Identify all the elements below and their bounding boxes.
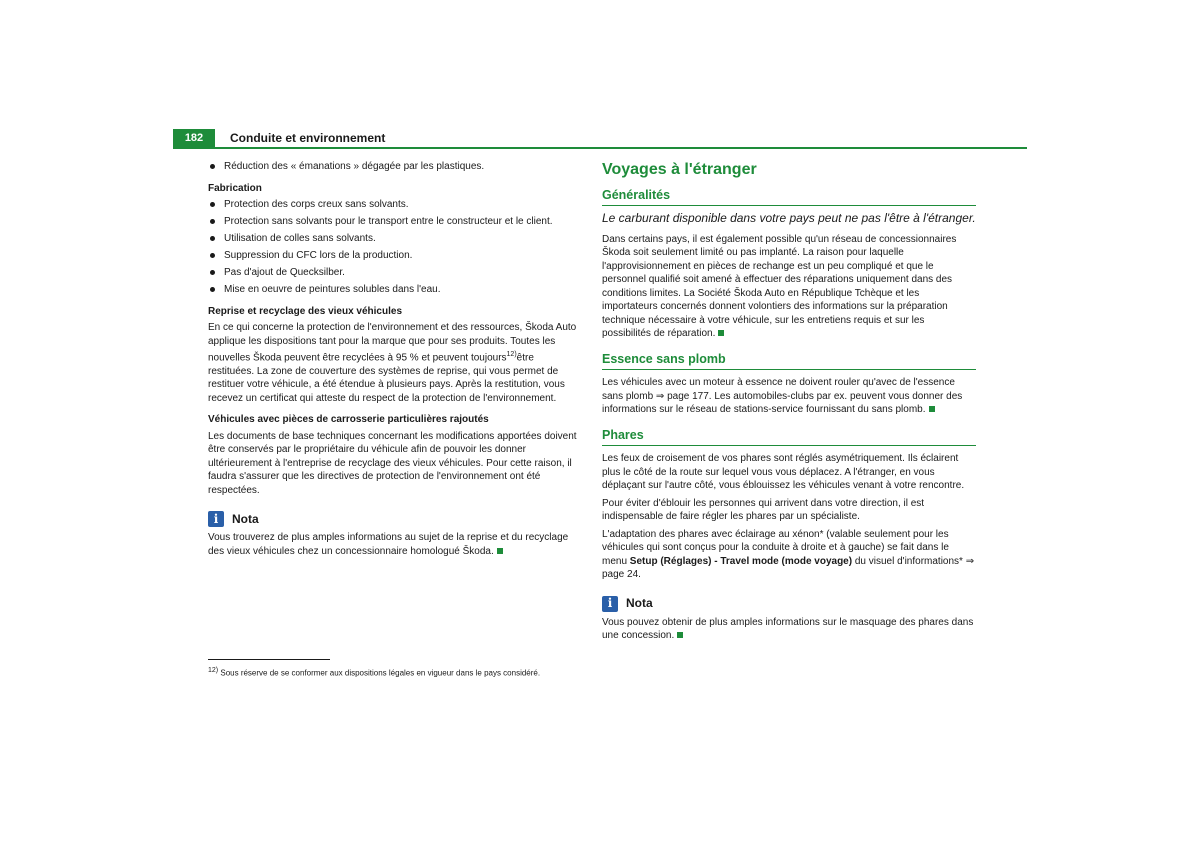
generalites-text: Dans certains pays, il est également possible qu'un réseau de concessionnaires Škoda soit seulement limité ou pas implanté. La raison pour laquelle l'approvisionnement en pièces de rechange est un peu compliqué et que le personnel qualifié soit amené à effectuer des réparations uniquement dans des conditions limites. La Société Škoda Auto en République Tchèque et les importateurs concernés donnent volontiers des informations sur la préparation technique nécessaire à votre véhicule, sur les entretiens requis et sur les possibilités de réparation. bbox=[602, 233, 957, 339]
nota-text: Vous trouverez de plus amples informations au sujet de la reprise et du recyclage des vieux véhicules chez un concessionnaire homologué Škoda. bbox=[208, 532, 569, 557]
list-item: Mise en oeuvre de peintures solubles dans l'eau. bbox=[208, 283, 582, 297]
phares-text-b: du visuel d'informations* ⇒ page 24. bbox=[602, 555, 975, 580]
reprise-heading: Reprise et recyclage des vieux véhicules bbox=[208, 305, 402, 317]
header-rule bbox=[173, 147, 1027, 149]
page-number: 182 bbox=[173, 129, 215, 147]
right-column bbox=[602, 160, 976, 647]
end-mark-icon bbox=[677, 632, 683, 638]
generalites-lead: Le carburant disponible dans votre pays peut ne pas l'être à l'étranger. bbox=[602, 211, 976, 225]
section-title: Voyages à l'étranger bbox=[602, 161, 757, 178]
info-icon: i bbox=[208, 511, 224, 527]
generalites-heading: Généralités bbox=[602, 189, 976, 207]
phares-paragraph-2: Pour éviter d'éblouir les personnes qui arrivent dans votre direction, il est indispensable de faire régler les phares par un spécialiste. bbox=[602, 497, 925, 522]
end-mark-icon bbox=[497, 548, 503, 554]
nota-header bbox=[602, 596, 976, 612]
nota-text: Vous pouvez obtenir de plus amples informations sur le masquage des phares dans une concession. bbox=[602, 616, 974, 641]
footnote-rule bbox=[208, 659, 330, 660]
phares-heading: Phares bbox=[602, 429, 976, 447]
list-item: Suppression du CFC lors de la production. bbox=[208, 249, 582, 263]
phares-paragraph-1: Les feux de croisement de vos phares sont réglés asymétriquement. Ils éclairent plus le côté de la route sur lequel vous vous déplacez. A l'étranger, en vous déplaçant sur l'autre côté, vous éblouissez les véhicules venant à votre rencontre. bbox=[602, 453, 965, 491]
generalites-paragraph bbox=[602, 233, 976, 341]
chapter-title: Conduite et environnement bbox=[230, 131, 386, 145]
end-mark-icon bbox=[929, 406, 935, 412]
footnote-text: Sous réserve de se conformer aux dispositions légales en vigueur dans le pays considéré. bbox=[220, 668, 541, 678]
intro-list bbox=[208, 160, 582, 174]
list-item: Pas d'ajout de Quecksilber. bbox=[208, 266, 582, 280]
footnote-ref: 12) bbox=[506, 351, 517, 358]
phares-paragraph-3 bbox=[602, 528, 976, 582]
list-item: Protection des corps creux sans solvants. bbox=[208, 198, 582, 212]
end-mark-icon bbox=[718, 330, 724, 336]
phares-text-a: L'adaptation des phares avec éclairage au xénon* (valable seulement pour les véhicules qui sont conçus pour la conduite à droite et à gauche) se fait dans le menu bbox=[602, 528, 949, 567]
list-item: Réduction des « émanations » dégagée par les plastiques. bbox=[208, 160, 582, 174]
info-icon: i bbox=[602, 596, 618, 612]
nota-title: Nota bbox=[232, 511, 259, 526]
nota-paragraph bbox=[208, 531, 582, 558]
reprise-text-a: En ce qui concerne la protection de l'environnement et des ressources, Škoda Auto applique les dispositions tant pour la marque que pour ses produits. Toutes les nouvelles Škoda peuvent être recyclées à 95 % et peuvent toujours bbox=[208, 322, 577, 364]
essence-paragraph bbox=[602, 376, 976, 417]
reprise-text-b: être restituées. La zone de couverture des systèmes de reprise, qui vous permet de restituer votre véhicule, a été étendue à plusieurs pays. Après la restitution, vous recevez un certificat qui atteste du respect de la protection de l'environnement. bbox=[208, 352, 565, 404]
list-item: Utilisation de colles sans solvants. bbox=[208, 232, 582, 246]
fabrication-list bbox=[208, 198, 582, 297]
essence-heading: Essence sans plomb bbox=[602, 353, 976, 371]
fabrication-heading: Fabrication bbox=[208, 182, 262, 194]
footnote bbox=[208, 667, 540, 678]
pieces-heading: Véhicules avec pièces de carrosserie particulières rajoutés bbox=[208, 414, 489, 426]
footnote-mark: 12) bbox=[208, 667, 219, 674]
nota-paragraph bbox=[602, 616, 976, 643]
left-column bbox=[208, 160, 582, 562]
reprise-paragraph bbox=[208, 321, 582, 405]
nota-header bbox=[208, 511, 582, 527]
list-item: Protection sans solvants pour le transport entre le constructeur et le client. bbox=[208, 215, 582, 229]
pieces-paragraph: Les documents de base techniques concernant les modifications apportées doivent être conservés par le propriétaire du véhicule afin de pouvoir les donner ultérieurement à l'entreprise de recyclage des vieux véhicules. Pour cette raison, il faudra s'assurer que les directives de protection de l'environnement ont été respectées. bbox=[208, 430, 577, 496]
nota-title: Nota bbox=[626, 595, 653, 610]
menu-path: Setup (Réglages) - Travel mode (mode voyage) bbox=[629, 555, 853, 567]
essence-text: Les véhicules avec un moteur à essence ne doivent rouler qu'avec de l'essence sans plomb ⇒ page 177. Les automobiles-clubs par ex. peuvent vous donner des informations sur le réseau de stations-service fournissant du sans plomb. bbox=[602, 377, 963, 415]
